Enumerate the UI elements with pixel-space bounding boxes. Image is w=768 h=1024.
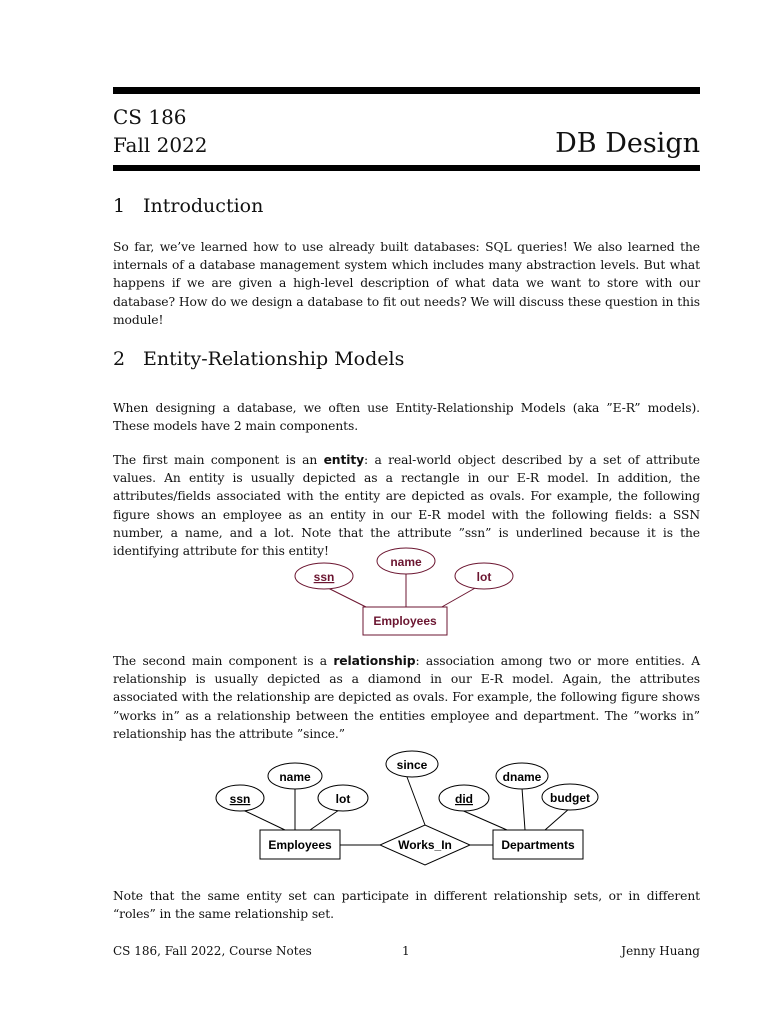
section-title: Introduction [143, 195, 264, 217]
attribute-label-did: did [455, 792, 473, 806]
attribute-label-name: name [279, 770, 311, 784]
er-intro-paragraph: When designing a database, we often use Entity-Relationship Models (aka ”E-R” models). These models have 2 main components. [113, 401, 700, 434]
attribute-label-ssn: ssn [229, 792, 251, 806]
entity-text-post: : a real-world object described by a set of attribute values. An entity is usually depicted as a rectangle in our E-R model. In addition, the attributes/fields associated with the entity are depicted as ovals. For example, the following figure shows an employee as an entity in our E-R model with the following fields: a SSN number, a name, and a lot. Note that the attribute ”ssn” is underlined because it is the identifying attribute for this entity! [113, 453, 700, 559]
section-title: Entity-Relationship Models [143, 348, 405, 370]
header-left [113, 103, 208, 159]
entity-label-employees: Employees [373, 614, 437, 628]
attribute-label-ssn: ssn [313, 570, 335, 584]
attribute-label-lot: lot [335, 792, 351, 806]
attribute-label-lot: lot [476, 570, 492, 584]
header-rule-bottom [113, 165, 700, 171]
relationship-text-post: : association among two or more entities. A relationship is usually depicted as a diamond in our E-R model. Again, the attributes associated with the relationship are depicted as ovals. For example, the following figure shows ”works in” as a relationship between the entities employee and department. The ”works in” relationship has the attribute ”since.” [113, 654, 700, 741]
entity-text-pre: The first main component is an [113, 453, 324, 467]
header-rule-top [113, 87, 700, 94]
figure-works-in-relationship [215, 748, 610, 874]
relationship-text-pre: The second main component is a [113, 654, 334, 668]
footer-course-notes: CS 186, Fall 2022, Course Notes [113, 944, 312, 958]
figure-employee-entity [292, 546, 520, 642]
entity-paragraph [113, 451, 700, 560]
roles-paragraph: Note that the same entity set can participate in different relationship sets, or in different “roles” in the same relationship set. [113, 889, 700, 922]
section-number: 2 [113, 348, 126, 370]
section-heading-er-models [113, 348, 404, 370]
course-code: CS 186 [113, 105, 187, 129]
attribute-label-since: since [396, 758, 428, 772]
relationship-paragraph [113, 652, 700, 743]
er-diagram-works-in [215, 748, 610, 870]
section-heading-introduction [113, 195, 263, 217]
edge-lot [440, 587, 477, 608]
entity-label-employees: Employees [268, 838, 332, 852]
attribute-label-dname: dname [502, 770, 542, 784]
footer-page-number: 1 [402, 944, 410, 958]
section-number: 1 [113, 195, 126, 217]
attribute-label-budget: budget [550, 791, 590, 805]
entity-label-departments: Departments [501, 838, 575, 852]
course-term: Fall 2022 [113, 133, 208, 157]
edge-ssn [326, 587, 368, 608]
footer-author: Jenny Huang [621, 944, 700, 958]
attribute-label-name: name [390, 555, 422, 569]
entity-term: entity [323, 453, 365, 467]
relationship-term: relationship [333, 654, 416, 668]
intro-paragraph: So far, we’ve learned how to use already built databases: SQL queries! We also learned the internals of a database management system which includes many abstraction levels. But what happens if we are given a high-level description of what data we want to store with our database? How do we design a database to fit out needs? We will discuss these question in this module! [113, 240, 700, 327]
document-title: DB Design [555, 128, 700, 159]
relationship-label-works-in: Works_In [398, 838, 452, 852]
er-diagram-employees [292, 546, 520, 638]
